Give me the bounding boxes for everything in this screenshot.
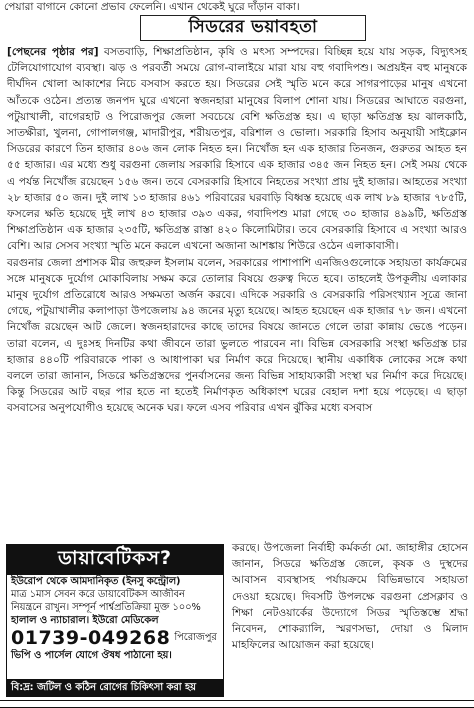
ad-title: ডায়াবেটিকস? xyxy=(7,545,223,575)
ad-line-side-effects: নিয়ন্ত্রনে রাখুন। সম্পূর্ন পার্শ্বপ্রতিক্রিয়া মুক্ত ১০০% xyxy=(11,602,201,613)
ad-line-delivery: ভিপি ও পার্সেল যোগে ঔষধ পাঠানো হয়। xyxy=(11,650,172,661)
ad-footer-note: বি:দ্র: জটিল ও কঠিন রোগের চিকিৎসা করা হয় xyxy=(7,679,223,696)
article-text-2: বরগুনার জেলা প্রশাসক মীর জহুরুল ইসলাম বলেন, সরকারের পাশাপাশি এনজিওগুলোকে সহায়তা কার্যক্রমের সঙ্গে মানুষকে দুর্যোগ মোকাবিলায় সক্ষম করে তোলার বিষয়ে গুরুত্ব দিতে হবে। তাহলেই উপকূলীয় এলাকার মানুষ দুর্যোগ প্রতিরোধে আরও সক্ষমতা অর্জন করবে। এদিকে সরকারি ও বেসরকারি পরিসংখ্যান সূত্রে জানা গেছে, পটুয়াখালীর কলাপাড়া উপজেলায় ৯৪ জনের মৃত্যু হয়েছে। আহত হয়েছেন এক হাজার ৭৮ জন। এখনো নিখোঁজ রয়েছেন আট জেলে। স্বজনহারাদের কাছে তাদের বিষয়ে জানতে গেলে তারা কান্নায় ভেঙে পড়েন। তারা বলেন, এ দুঃসহ দিনটির কথা জীবনে তারা ভুলতে পারবেন না। বিভিন্ন বেসরকারি সংস্থা ক্ষতিগ্রস্ত চার হাজার ৪৪০টি পরিবারকে পাকা ও আধাপাকা ঘর নির্মাণ করে দিয়েছে। স্থানীয় একাধিক লোকের সঙ্গে কথা বললে তারা জানান, সিডরে ক্ষতিগ্রস্তদের পুনর্বাসনের জন্য বিভিন্ন সাহায্যকারী সংস্থা ঘর নির্মাণ করে দিয়েছে। কিন্তু সিডরের আট বছর পার হতে না হতেই নির্মাণকৃত অধিকাংশ ঘরের বেহাল দশা হয়ে পড়েছে। এ ছাড়া বসবাসের অনুপযোগীও হয়েছে অনেক ঘর। ফলে এসব পরিবার এখন ঝুঁকির মধ্যে বসবাস xyxy=(7,256,467,415)
previous-article-tail: পেয়ারা বাগানে কোনো প্রভাব ফেলেনি। এখান থেকেই ঘুরে দাঁড়ান বাকা। xyxy=(4,1,300,13)
ad-line-imported: ইউরোপ থেকে আমদানিকৃত (ইনসু কন্ট্রোল) xyxy=(11,576,181,587)
ad-phone-number: 01739-049268 xyxy=(11,627,171,649)
continued-from-kicker: [পেছনের পৃষ্ঠার পর] xyxy=(7,46,99,58)
ad-line-dosage: মাত্র ১মাস সেবন করে ডায়াবেটিকস আজীবন xyxy=(11,589,185,600)
next-article-border xyxy=(0,700,474,708)
article-continuation-column xyxy=(232,540,468,653)
article-paragraph-2 xyxy=(7,255,467,417)
headline-box xyxy=(140,15,366,41)
article-text-1: বসতবাড়ি, শিক্ষাপ্রতিষ্ঠান, কৃষি ও মৎস্য সম্পদের। বিচ্ছিন্ন হয়ে যায় সড়ক, বিদ্যুৎসহ টেলিযোগাযোগ ব্যবস্থা। ঝড় ও পরবর্তী সময়ে রোগ-বালাইয়ে মারা যায় বহু গবাদিপশু। অপ্রয়ইন বহু মানুষকে দীর্ঘদিন খোলা আকাশের নিচে বসবাস করতে হয়। সিডরের সেই স্মৃতি মনে করে সাগরপাড়ের মানুষ এখনো আঁতকে ওঠেন। প্রত্যন্ত জনপদ ঘুরে এখনো স্বজনহারা মানুষের বিলাপ শোনা যায়। সিডরের আঘাতে বরগুনা, পটুয়াখালী, বাগেরহাট ও পিরোজপুর জেলা সবচেয়ে বেশি ক্ষতিগ্রস্ত হয়। এ ছাড়া ক্ষতিগ্রস্ত হয় ঝালকাঠি, সাতক্ষীরা, খুলনা, গোপালগঞ্জ, মাদারীপুর, শরীয়তপুর, বরিশাল ও ভোলা। সরকারি হিসাব অনুযায়ী সাইক্লোন সিডরের কারণে তিন হাজার ৪০৬ জন লোক নিহত হন। নিখোঁজ হন এক হাজার তিনজন, গুরুতর আহত হন ৫৫ হাজার। এর মধ্যে শুধু বরগুনা জেলায় সরকারি হিসাবে এক হাজার ৩৪৫ জন নিহত হন। সেই সময় থেকে এ পর্যন্ত নিখোঁজ রয়েছেন ১৫৬ জন। তবে বেসরকারি হিসাবে নিহতের সংখ্যা প্রায় দুই হাজার। আহতের সংখ্যা ২৮ হাজার ৫০ জন। দুই লাখ ১৩ হাজার ৪৬১ পরিবারের ঘরবাড়ি বিধ্বস্ত হয়েছে এক লাখ ৮৯ হাজার ৭৮৫টি, ফসলের ক্ষতি হয়েছে দুই লাখ ৪৩ হাজার ৩৯৩ একর, গবাদিপশু মারা গেছে ৩০ হাজার ৪৯৯টি, ক্ষতিগ্রস্ত শিক্ষাপ্রতিষ্ঠান এক হাজার ২৩৫টি, ক্ষতিগ্রস্ত রাস্তা ৪২০ কিলোমিটার। তবে বেসরকারি হিসাবে এ সংখ্যা আরও বেশি। আর সেসব সংখ্যা স্মৃতি মনে করলে এখনো অজানা আশঙ্কায় শিউরে ওঠেন এলাকাবাসী। xyxy=(7,46,467,253)
article-text-3: করছে। উপজেলা নির্বাহী কর্মকর্তা মো. জাহাঙ্গীর হোসেন জানান, সিডরে ক্ষতিগ্রস্ত জেলে, কৃষক ও দুস্থদের আবাসন ব্যবস্থাসহ পর্যায়ক্রমে বিভিন্নভাবে সহায়তা দেওয়া হয়েছে। দিবসটি উপলক্ষে বরগুনা প্রেসক্লাব ও শিক্ষা নেটওয়ার্কের উদ্যোগে সিডর স্মৃতিস্তম্ভে শ্রদ্ধা নিবেদন, শোকর‍্যালি, স্মরণসভা, দোয়া ও মিলাদ মাহফিলের আয়োজন করা হয়েছে। xyxy=(232,542,468,652)
headline: সিডরের ভয়াবহতা xyxy=(188,17,318,37)
ad-phone-area: পিরোজপুর xyxy=(174,631,217,643)
article-paragraph-1 xyxy=(7,44,467,255)
diabetes-advertisement xyxy=(6,544,224,697)
ad-line-brand: হালাল ও ন্যাচারাল। ইউরো মেডিকেল xyxy=(11,615,159,626)
ad-phone-row xyxy=(7,627,223,649)
article-body xyxy=(7,44,467,417)
